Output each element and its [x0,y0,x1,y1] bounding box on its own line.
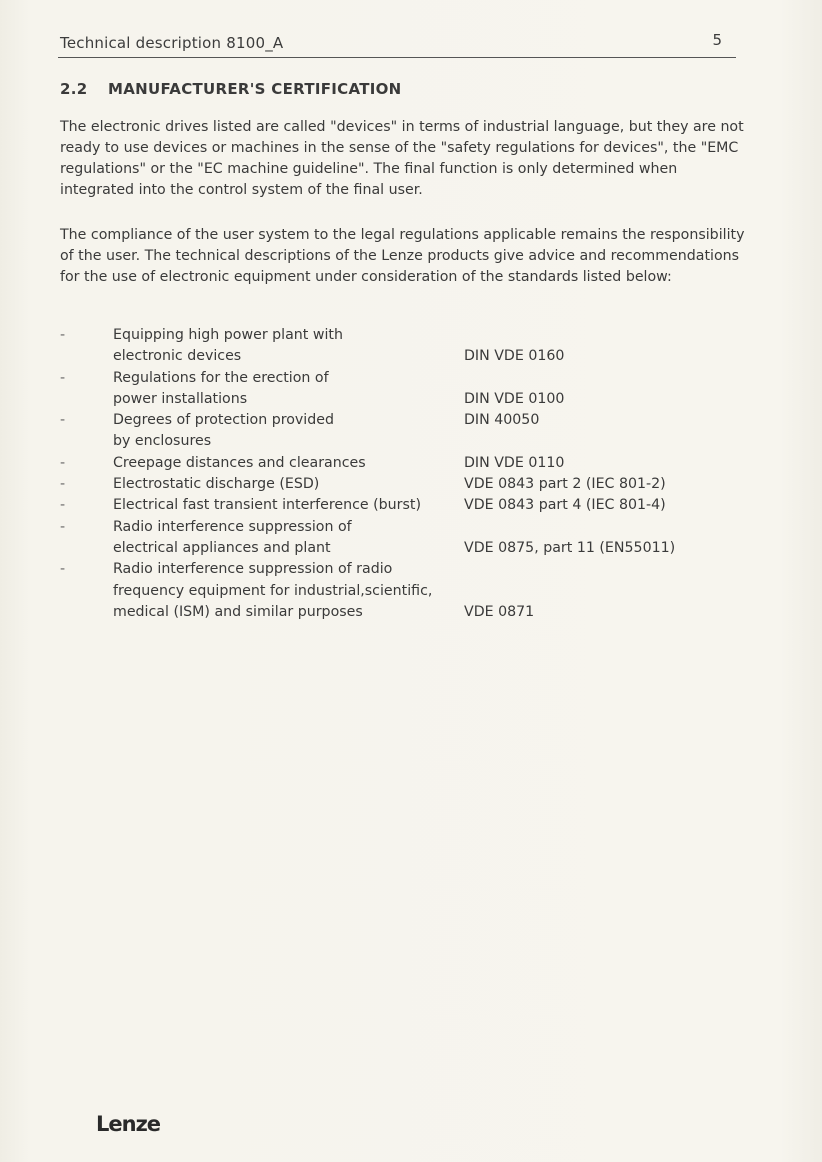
standard-description-line: Electrostatic discharge (ESD) [113,476,320,493]
standard-description [113,410,463,453]
standards-list [60,325,760,623]
standard-reference: DIN VDE 0110 [464,454,565,471]
lenze-logo: Lenze [96,1112,161,1136]
header-title: Technical description 8100_A [60,34,284,52]
paragraph-intro: The electronic drives listed are called "devices" in terms of industrial language, but they are not ready to use devices or machines in the sense of the "safety regulations for devices", the "EMC regulations" or the "EC machine guideline". The final function is only determined when integrated into the control system of the final user. [60,119,744,198]
standard-description [113,495,463,516]
standard-item [60,559,760,623]
standard-description-line: Radio interference suppression of radio [113,561,393,578]
standard-description-line: electrical appliances and plant [113,539,331,556]
list-dash: - [60,476,66,493]
standard-item [60,517,760,560]
standard-item [60,325,760,368]
standard-description-line: Creepage distances and clearances [113,454,366,471]
page-header [60,30,736,56]
section-heading [60,80,402,98]
standard-item [60,368,760,411]
list-dash: - [60,497,66,514]
standard-description [113,368,463,411]
header-divider [58,57,736,58]
standard-description-line: electronic devices [113,348,242,365]
section-number: 2.2 [60,80,88,98]
standard-description [113,325,463,368]
standard-description-line: by enclosures [113,433,212,450]
list-dash: - [60,369,66,386]
list-dash: - [60,518,66,535]
list-dash: - [60,412,66,429]
standard-description-line: Radio interference suppression of [113,518,352,535]
standard-reference: VDE 0875, part 11 (EN55011) [464,539,676,556]
standard-reference: VDE 0871 [464,603,535,620]
standard-reference: DIN VDE 0100 [464,390,565,407]
paragraph-compliance: The compliance of the user system to the legal regulations applicable remains the responsibility of the user. The technical descriptions of the Lenze products give advice and recommendations for the use of electronic equipment under consideration of the standards listed below: [60,227,745,285]
standard-reference: VDE 0843 part 4 (IEC 801-4) [464,497,666,514]
standard-description-line: power installations [113,390,248,407]
standard-description [113,474,463,495]
list-dash: - [60,454,66,471]
standard-description [113,517,463,560]
standard-description [113,559,463,623]
standard-description-line: frequency equipment for industrial,scientific, [113,582,433,599]
standard-item [60,410,760,453]
standard-description [113,453,463,474]
standard-description-line: medical (ISM) and similar purposes [113,603,363,620]
standard-description-line: Degrees of protection provided [113,412,334,429]
page-number: 5 [712,31,722,49]
section-title: MANUFACTURER'S CERTIFICATION [108,80,402,98]
standard-reference: DIN 40050 [464,412,540,429]
standard-item [60,495,760,516]
standard-reference: VDE 0843 part 2 (IEC 801-2) [464,476,666,493]
standard-reference: DIN VDE 0160 [464,348,565,365]
standard-item [60,453,760,474]
list-dash: - [60,561,66,578]
standard-description-line: Electrical fast transient interference (burst) [113,497,421,514]
standard-description-line: Equipping high power plant with [113,327,343,343]
standard-item [60,474,760,495]
standard-description-line: Regulations for the erection of [113,369,329,386]
list-dash: - [60,327,66,343]
